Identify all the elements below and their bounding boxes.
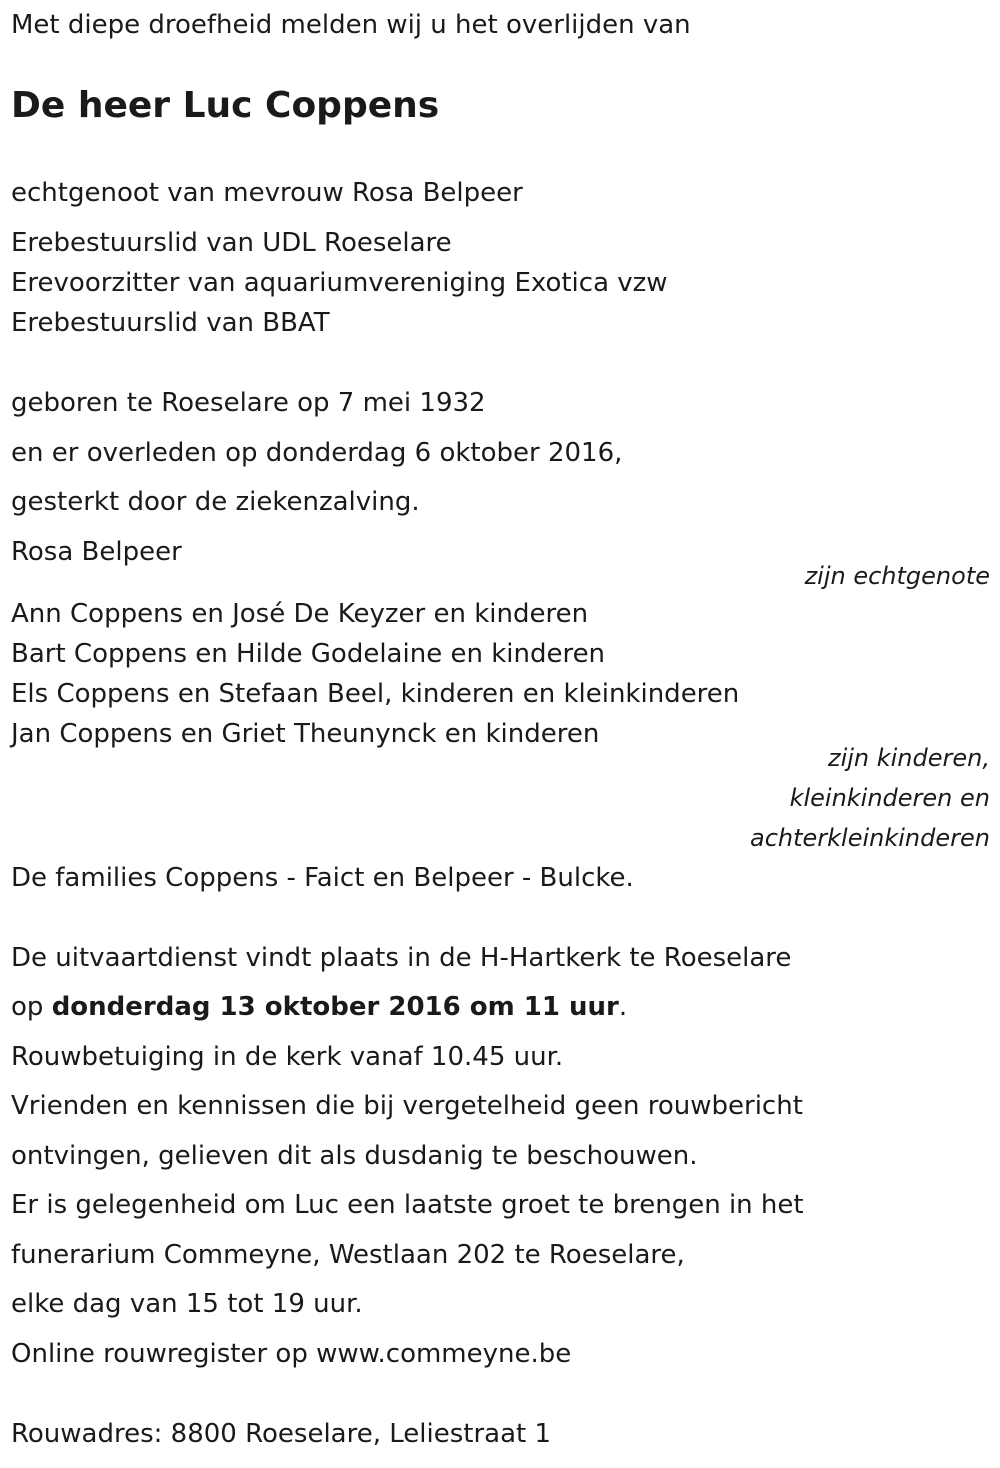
spouse-relation: zijn echtgenote (804, 562, 990, 590)
service-suffix: . (618, 992, 628, 1022)
children-relation: zijn kinderen, (827, 744, 990, 772)
visit-line: elke dag van 15 tot 19 uur. (11, 1289, 363, 1319)
title-line: Erevoorzitter van aquariumvereniging Exotica vzw (11, 268, 668, 298)
child-line: Ann Coppens en José De Keyzer en kinderen (11, 599, 589, 629)
spouse-line: echtgenoot van mevrouw Rosa Belpeer (11, 178, 523, 208)
visit-line: Er is gelegenheid om Luc een laatste groet te brengen in het (11, 1190, 804, 1220)
service-datetime (11, 992, 627, 1022)
children-relation: kleinkinderen en (789, 784, 990, 812)
service-date: donderdag 13 oktober 2016 om 11 uur (51, 992, 619, 1022)
title-line: Erebestuurslid van UDL Roeselare (11, 228, 452, 258)
death-line: en er overleden op donderdag 6 oktober 2016, (11, 438, 623, 468)
service-prefix: op (11, 992, 52, 1022)
intro-text: Met diepe droefheid melden wij u het overlijden van (11, 10, 691, 40)
visit-line: funerarium Commeyne, Westlaan 202 te Roeselare, (11, 1240, 685, 1270)
condolence-line: Rouwbetuiging in de kerk vanaf 10.45 uur. (11, 1042, 564, 1072)
deceased-name: De heer Luc Coppens (11, 85, 440, 126)
mourning-address: Rouwadres: 8800 Roeselare, Leliestraat 1 (11, 1419, 552, 1449)
sacrament-line: gesterkt door de ziekenzalving. (11, 487, 420, 517)
service-location: De uitvaartdienst vindt plaats in de H-Hartkerk te Roeselare (11, 943, 792, 973)
families-line: De families Coppens - Faict en Belpeer - Bulcke. (11, 863, 634, 893)
child-line: Jan Coppens en Griet Theunynck en kinderen (11, 719, 600, 749)
child-line: Els Coppens en Stefaan Beel, kinderen en kleinkinderen (11, 679, 740, 709)
notice-line: ontvingen, gelieven dit als dusdanig te beschouwen. (11, 1141, 698, 1171)
children-relation: achterkleinkinderen (750, 824, 990, 852)
notice-line: Vrienden en kennissen die bij vergetelheid geen rouwbericht (11, 1091, 803, 1121)
online-register: Online rouwregister op www.commeyne.be (11, 1339, 572, 1369)
child-line: Bart Coppens en Hilde Godelaine en kinderen (11, 639, 606, 669)
spouse-name: Rosa Belpeer (11, 537, 182, 567)
birth-line: geboren te Roeselare op 7 mei 1932 (11, 388, 486, 418)
title-line: Erebestuurslid van BBAT (11, 308, 330, 338)
